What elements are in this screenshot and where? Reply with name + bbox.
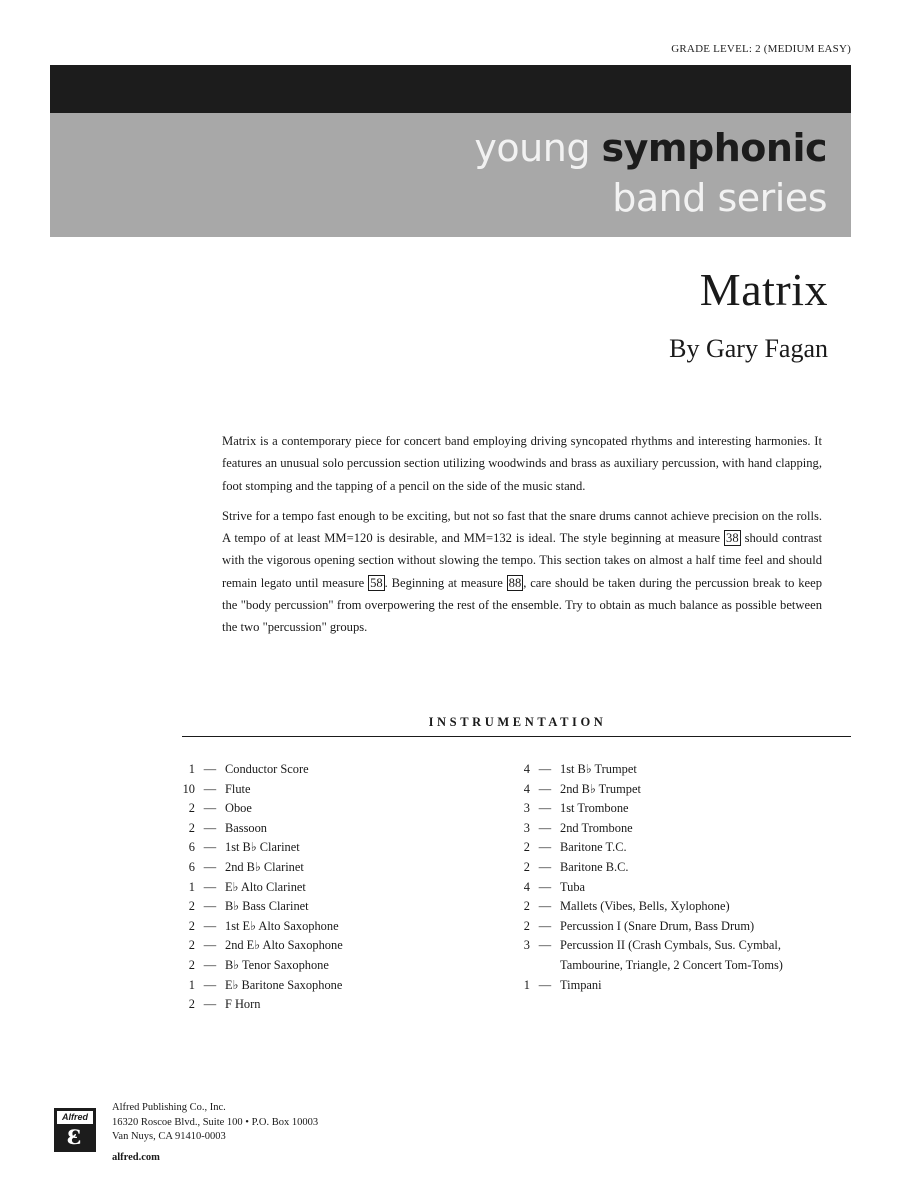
instrument-name: 1st B♭ Clarinet: [225, 840, 300, 855]
notes-paragraph-1: Matrix is a contemporary piece for concert band employing driving syncopated rhythms and interesting harmonies. It features an unusual solo percussion section utilizing woodwinds and brass as auxiliary percussion, with hand clapping, foot stomping and the tapping of a pencil on the side of the music stand.: [222, 434, 822, 493]
series-line-2: band series: [612, 176, 827, 220]
instrument-name: Mallets (Vibes, Bells, Xylophone): [560, 899, 730, 914]
instrument-dash: —: [538, 762, 552, 776]
instrument-name: 2nd Trombone: [560, 820, 633, 835]
performance-notes: [222, 430, 822, 647]
instrument-quantity: 3: [523, 820, 530, 835]
instrument-name: Oboe: [225, 801, 252, 816]
instrument-row: [510, 976, 840, 996]
series-banner: [50, 113, 851, 237]
instrument-row: [510, 858, 840, 878]
instrument-dash: —: [203, 938, 217, 953]
instrument-quantity: 4: [523, 762, 530, 776]
notes-paragraph-2: [222, 505, 822, 639]
instrument-row: [510, 878, 840, 898]
instrument-row: [510, 799, 840, 819]
instrument-quantity: 4: [523, 781, 530, 796]
instrument-dash: —: [203, 997, 217, 1012]
instrument-name: Bassoon: [225, 820, 267, 835]
instrument-quantity: 6: [188, 840, 195, 855]
instrument-row: [510, 917, 840, 937]
instrument-quantity: 2: [188, 957, 195, 972]
instrument-quantity: 2: [523, 899, 530, 914]
series-word-young: young: [474, 126, 590, 170]
instrument-quantity: 6: [188, 859, 195, 874]
instrument-name: Timpani: [560, 977, 602, 992]
instrument-row: [175, 995, 505, 1015]
instrument-quantity: 3: [523, 801, 530, 816]
instrument-name: Baritone T.C.: [560, 840, 627, 855]
instrument-name: Tuba: [560, 879, 586, 894]
instrument-quantity: 2: [523, 859, 530, 874]
instrument-row: [175, 936, 505, 956]
instrument-name: B♭ Bass Clarinet: [225, 899, 309, 914]
instrument-row: [175, 917, 505, 937]
publisher-address-2: Van Nuys, CA 91410-0003: [112, 1131, 226, 1142]
publisher-info: [112, 1101, 318, 1165]
notes-text: . Beginning at measure: [384, 575, 507, 590]
instrument-quantity: 1: [188, 977, 195, 992]
instrument-quantity: 1: [188, 879, 195, 894]
instrument-row: [175, 976, 505, 996]
instrument-dash: —: [538, 801, 552, 816]
instrument-row: [175, 799, 505, 819]
instrument-dash: —: [538, 840, 552, 855]
instrument-quantity: 2: [188, 820, 195, 835]
instrument-list-left: [175, 760, 505, 1015]
instrument-name: F Horn: [225, 997, 261, 1012]
instrument-list-right: [510, 760, 840, 995]
publisher-url: alfred.com: [112, 1151, 160, 1163]
instrument-name: 2nd B♭ Trumpet: [560, 781, 641, 796]
instrument-name: 1st Trombone: [560, 801, 629, 816]
rehearsal-mark: 88: [508, 575, 522, 590]
instrument-dash: —: [538, 899, 552, 914]
instrument-row: [510, 819, 840, 839]
publisher-address-1: 16320 Roscoe Blvd., Suite 100 • P.O. Box 10003: [112, 1116, 319, 1128]
instrumentation-rule: [182, 736, 851, 737]
instrument-dash: —: [203, 859, 217, 874]
piece-author: By Gary Fagan: [669, 334, 828, 363]
instrument-row: [510, 956, 840, 976]
instrument-name: Baritone B.C.: [560, 859, 629, 874]
instrument-name: B♭ Tenor Saxophone: [225, 957, 329, 972]
instrument-dash: —: [203, 977, 217, 992]
instrument-name: Flute: [225, 781, 251, 796]
instrument-dash: —: [203, 899, 217, 914]
instrument-row: [510, 936, 840, 956]
instrument-row: [175, 760, 505, 780]
instrument-quantity: 4: [523, 879, 530, 894]
notes-text: , care should be taken during the percussion break to keep the "body percussion" from overpowering the rest of the ensemble. Try to obtain as much balance as possible between the two "percussion" groups.: [222, 575, 822, 635]
instrument-row: [175, 956, 505, 976]
instrument-row: [175, 838, 505, 858]
publisher-name: Alfred Publishing Co., Inc.: [112, 1102, 226, 1113]
instrument-row: [175, 858, 505, 878]
instrument-dash: —: [203, 918, 217, 933]
instrument-quantity: 1: [188, 762, 195, 776]
instrument-row: [175, 780, 505, 800]
instrument-dash: —: [203, 879, 217, 894]
instrument-name: E♭ Baritone Saxophone: [225, 977, 343, 992]
logo-mark-icon: [55, 1124, 93, 1150]
instrument-dash: —: [538, 859, 552, 874]
instrument-dash: —: [538, 781, 552, 796]
instrument-quantity: 2: [188, 918, 195, 933]
instrument-row: [510, 838, 840, 858]
instrument-quantity: 10: [182, 781, 195, 796]
instrument-quantity: 2: [188, 997, 195, 1012]
instrument-row: [175, 897, 505, 917]
instrument-dash: —: [538, 918, 552, 933]
instrument-quantity: 2: [188, 801, 195, 816]
instrument-row: [175, 878, 505, 898]
header-black-bar: [50, 65, 851, 113]
instrument-quantity: 1: [523, 977, 530, 992]
series-title: [474, 123, 827, 223]
rehearsal-mark: 58: [370, 575, 383, 590]
instrument-dash: —: [203, 820, 217, 835]
notes-text: Strive for a tempo fast enough to be exciting, but not so fast that the snare drums cannot achieve precision on the rolls. A tempo of at least MM=120 is desirable, and MM=132 is ideal. The style beginning at measure: [222, 508, 822, 546]
instrumentation-heading: INSTRUMENTATION: [428, 715, 607, 729]
instrument-name: E♭ Alto Clarinet: [225, 879, 306, 894]
instrument-quantity: 2: [188, 899, 195, 914]
instrument-dash: —: [538, 879, 552, 894]
instrument-name: Percussion I (Snare Drum, Bass Drum): [560, 918, 755, 933]
logo-wordmark: Alfred: [57, 1111, 93, 1124]
instrument-name: Percussion II (Crash Cymbals, Sus. Cymbal,: [560, 938, 781, 953]
series-word-symphonic: symphonic: [601, 126, 827, 170]
instrument-name: Tambourine, Triangle, 2 Concert Tom-Toms): [560, 957, 783, 972]
instrument-row: [510, 760, 840, 780]
instrument-name: 2nd B♭ Clarinet: [225, 859, 304, 874]
instrument-row: [510, 780, 840, 800]
instrument-dash: —: [203, 762, 217, 776]
instrument-quantity: 2: [188, 938, 195, 953]
grade-level: GRADE LEVEL: 2 (MEDIUM EASY): [671, 43, 851, 55]
instrument-name: 2nd E♭ Alto Saxophone: [225, 938, 343, 953]
rehearsal-mark: 38: [726, 531, 739, 546]
instrument-dash: —: [203, 957, 217, 972]
instrument-name: 1st B♭ Trumpet: [560, 762, 637, 776]
notes-text: should contrast with the vigorous opening section without slowing the tempo. This section takes on almost a half time feel and should remain legato until measure: [222, 531, 822, 590]
instrument-quantity: 2: [523, 840, 530, 855]
instrument-name: 1st E♭ Alto Saxophone: [225, 918, 339, 933]
instrument-dash: —: [203, 781, 217, 796]
instrument-dash: —: [538, 820, 552, 835]
alfred-logo: [54, 1108, 96, 1152]
instrument-row: [510, 897, 840, 917]
instrument-quantity: 3: [523, 938, 530, 953]
instrument-dash: —: [538, 938, 552, 953]
instrument-name: Conductor Score: [225, 762, 309, 776]
svg-text:Ꜫ: Ꜫ: [67, 1125, 81, 1149]
instrument-dash: —: [203, 801, 217, 816]
instrument-dash: —: [203, 840, 217, 855]
piece-title: Matrix: [699, 264, 828, 315]
instrument-dash: —: [538, 977, 552, 992]
instrument-row: [175, 819, 505, 839]
instrument-quantity: 2: [523, 918, 530, 933]
